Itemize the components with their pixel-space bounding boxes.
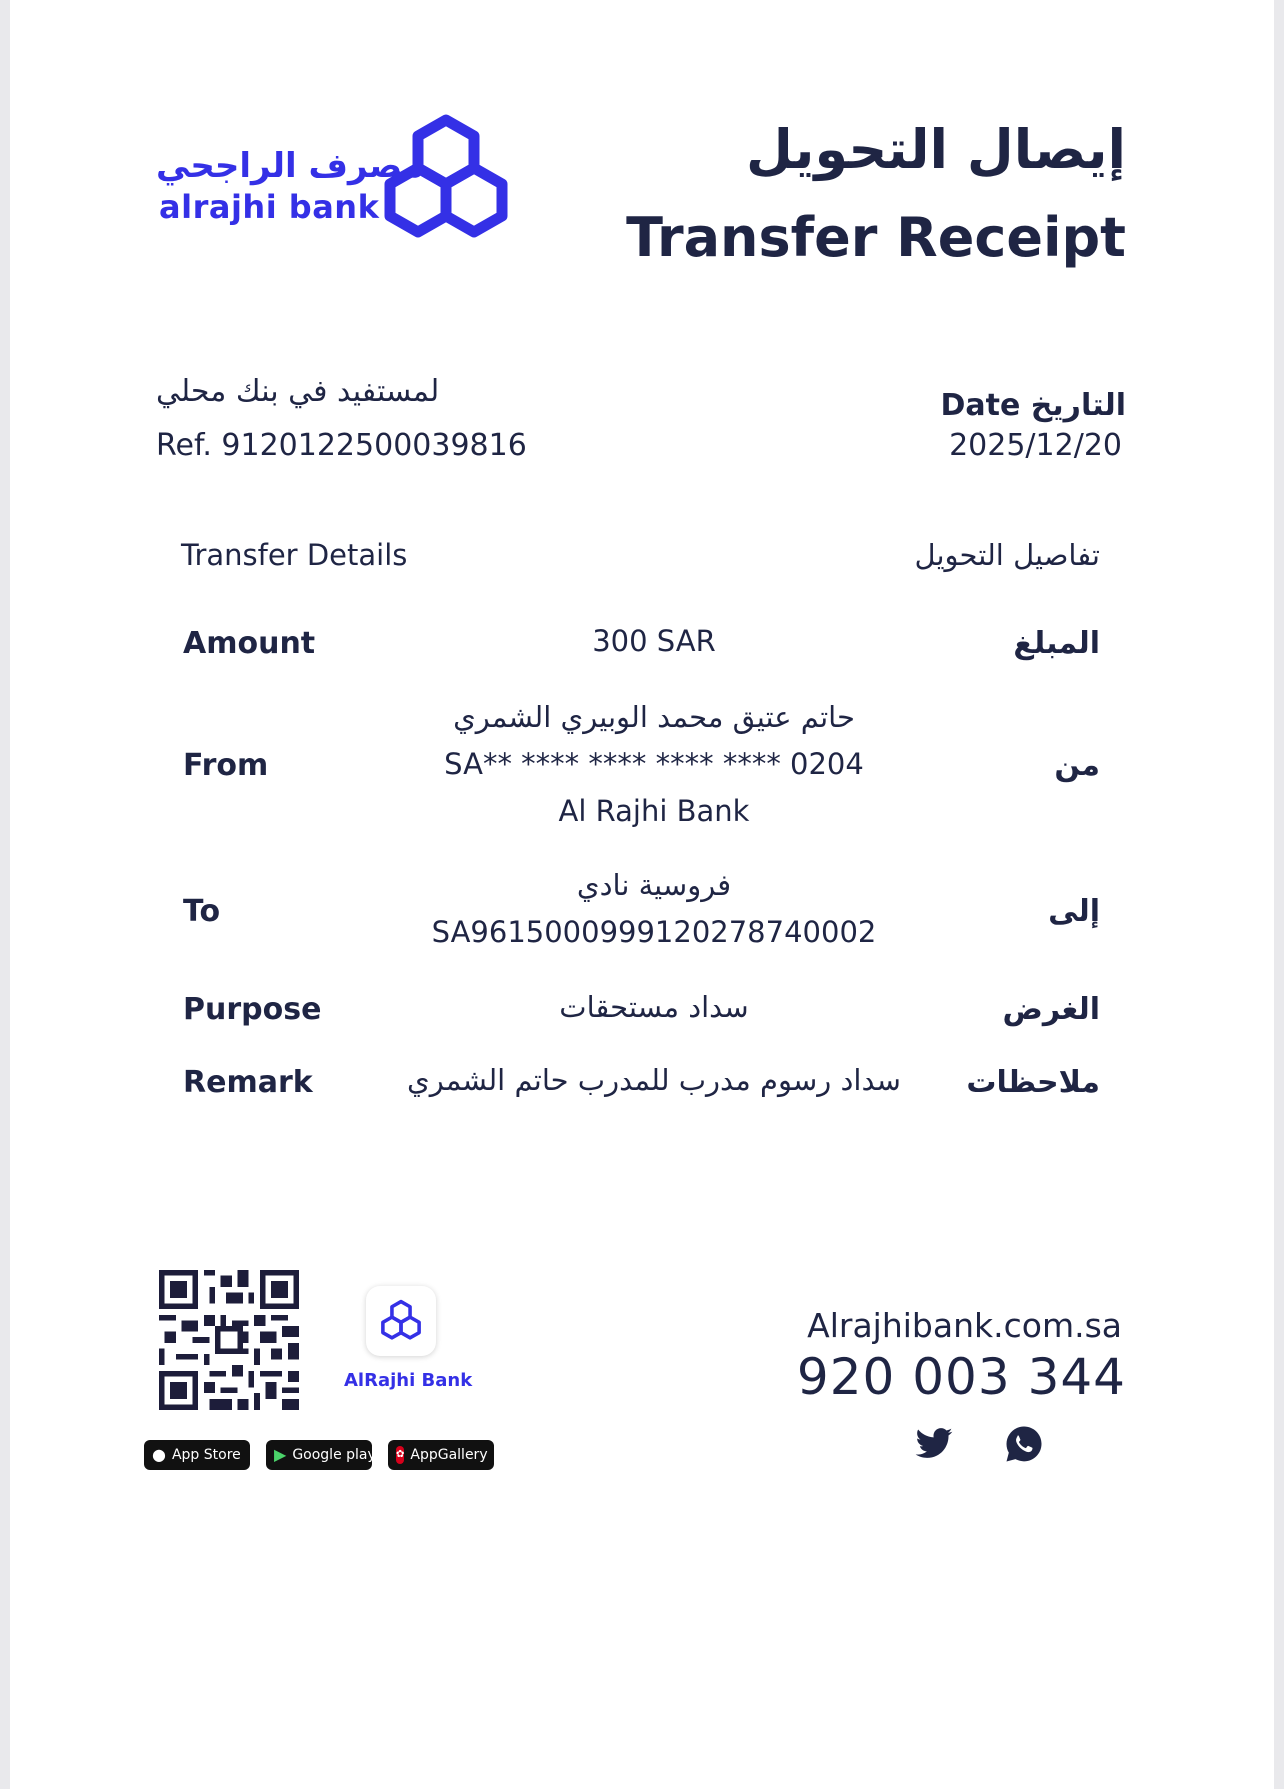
apple-icon: ●: [152, 1445, 166, 1464]
app-gallery-badge[interactable]: [388, 1440, 494, 1470]
remark-label-english: Remark: [183, 1065, 313, 1100]
beneficiary-type: لمستفيد في بنك محلي: [156, 374, 440, 409]
to-label-english: To: [183, 894, 221, 929]
reference-number: Ref. 9120122500039816: [156, 428, 527, 463]
recipient-name: فروسية نادي: [576, 868, 732, 902]
alrajhi-logo-icon: [378, 112, 514, 248]
date-label: Date التاريخ: [940, 388, 1126, 423]
amount-text: 300 SAR: [592, 624, 716, 658]
app-store-label: App Store: [171, 1447, 241, 1463]
google-play-badge[interactable]: [266, 1440, 376, 1470]
amount-label-arabic: المبلغ: [1013, 626, 1100, 661]
google-play-icon: ▶: [274, 1445, 287, 1464]
remark-label-arabic: ملاحظات: [966, 1065, 1100, 1100]
section-title-arabic: تفاصيل التحويل: [914, 538, 1100, 572]
purpose-text: سداد مستحقات: [559, 990, 749, 1024]
app-gallery-label: AppGallery: [410, 1447, 488, 1463]
from-value: [310, 694, 998, 835]
recipient-iban: SA9615000999120278740002: [431, 915, 877, 949]
purpose-label-arabic: الغرض: [1002, 992, 1100, 1027]
google-play-label: Google play: [292, 1447, 376, 1463]
brand-name-english: alrajhi bank: [159, 188, 380, 226]
purpose-label-english: Purpose: [183, 992, 322, 1027]
receipt-title-english: Transfer Receipt: [626, 206, 1126, 269]
from-label-arabic: من: [1054, 748, 1100, 783]
remark-text: سداد رسوم مدرب للمدرب حاتم الشمري: [407, 1063, 901, 1097]
qr-code-icon[interactable]: [159, 1270, 299, 1410]
sender-bank: Al Rajhi Bank: [558, 794, 750, 828]
from-label-english: From: [183, 748, 269, 783]
huawei-icon: ✿: [396, 1446, 404, 1464]
app-icon[interactable]: [366, 1286, 436, 1356]
to-value: [310, 862, 998, 956]
section-title-english: Transfer Details: [181, 538, 408, 572]
phone-number[interactable]: 920 003 344: [796, 1348, 1126, 1406]
website-link[interactable]: Alrajhibank.com.sa: [807, 1306, 1122, 1345]
app-label: AlRajhi Bank: [344, 1370, 473, 1391]
remark-value: [310, 1057, 998, 1104]
twitter-icon[interactable]: [914, 1424, 954, 1464]
to-label-arabic: إلى: [1048, 894, 1100, 929]
brand-name-arabic: مصرف الراجحي: [156, 146, 424, 186]
receipt-title-arabic: إيصال التحويل: [745, 118, 1126, 181]
receipt-page: [10, 0, 1274, 1789]
purpose-value: [310, 984, 998, 1031]
sender-name: حاتم عتيق محمد الوبيري الشمري: [453, 700, 855, 734]
alrajhi-app-logo-icon: [379, 1299, 423, 1343]
sender-account: SA** **** **** **** **** 0204: [444, 747, 864, 781]
whatsapp-icon[interactable]: [1004, 1424, 1044, 1464]
app-store-badge[interactable]: [144, 1440, 250, 1470]
amount-label-english: Amount: [183, 626, 316, 661]
date-value: 2025/12/20: [949, 428, 1122, 463]
amount-value: [310, 618, 998, 665]
